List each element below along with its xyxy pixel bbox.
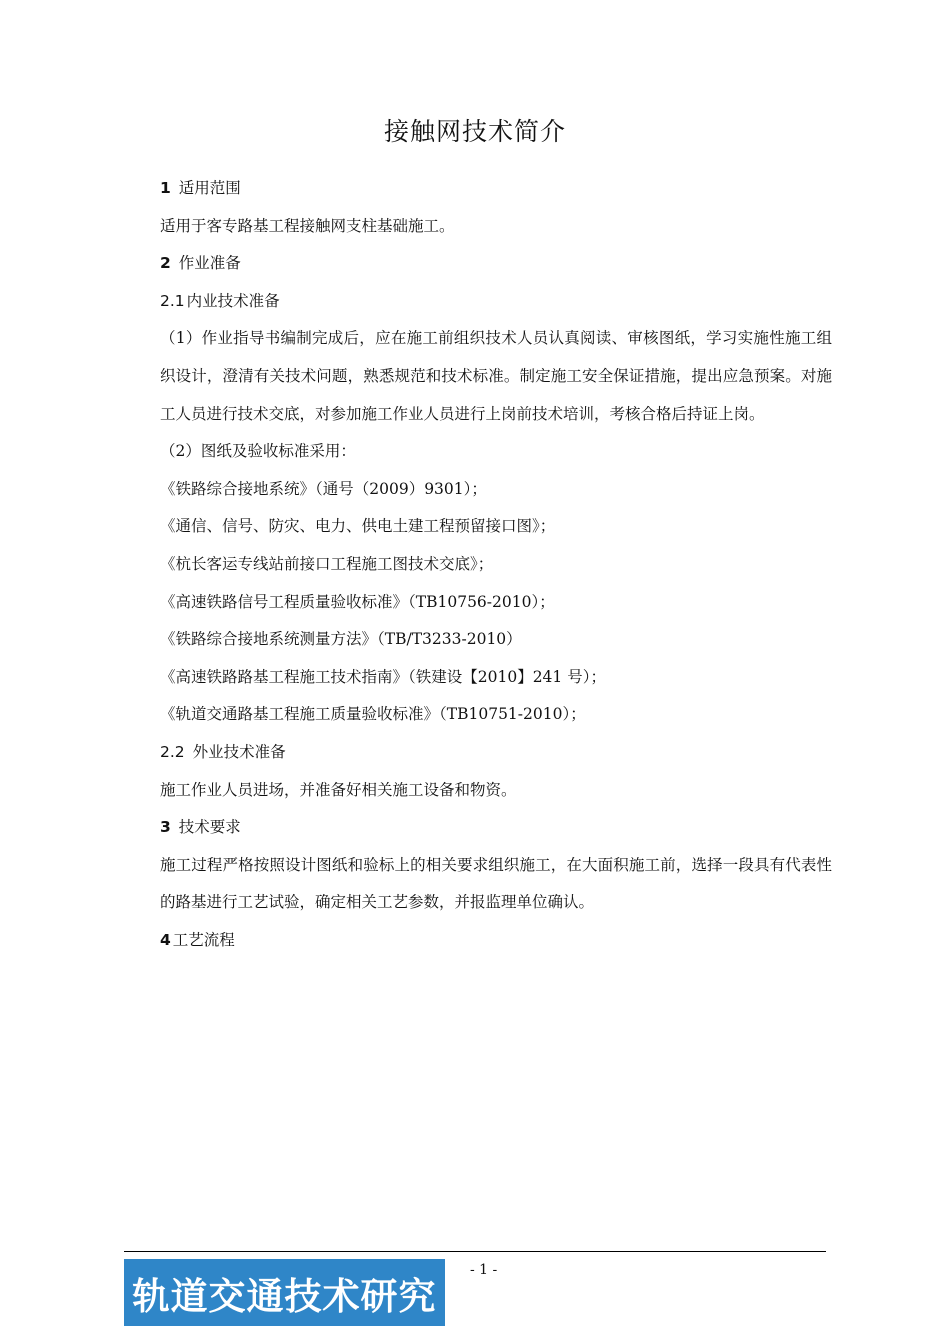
- section-title: 技术要求: [178, 818, 241, 837]
- standard-reference: 《轨道交通路基工程施工质量验收标准》（TB10751-2010）；: [160, 705, 586, 724]
- section-title: 内业技术准备: [186, 291, 280, 310]
- subsection-heading: [160, 734, 832, 772]
- subsection-heading: [160, 283, 832, 321]
- standard-reference: 《高速铁路信号工程质量验收标准》（TB10756-2010）；: [160, 592, 555, 611]
- section-heading: [160, 170, 832, 208]
- body-line: 适用于客专路基工程接触网支柱基础施工。: [160, 216, 455, 235]
- body-line: （2）图纸及验收标准采用：: [160, 442, 356, 461]
- document-body: [160, 170, 832, 959]
- section-title: 工艺流程: [172, 930, 235, 949]
- section-title: 外业技术准备: [192, 742, 286, 761]
- section-number: 1: [160, 179, 171, 197]
- section-title: 作业准备: [178, 254, 241, 273]
- page-title: 接触网技术简介: [383, 117, 566, 146]
- page-number: - 1 -: [470, 1262, 498, 1278]
- section-title: 适用范围: [178, 179, 241, 197]
- body-line: 施工作业人员进场，并准备好相关施工设备和物资。: [160, 780, 517, 799]
- brand-watermark: 轨道交通技术研究: [124, 1259, 445, 1326]
- section-number: 4: [160, 930, 171, 949]
- section-number: 2: [160, 254, 171, 273]
- section-number: 2.1: [160, 291, 185, 310]
- standard-reference: 《杭长客运专线站前接口工程施工图技术交底》；: [160, 554, 494, 573]
- section-heading: [160, 922, 832, 960]
- section-number: 3: [160, 818, 171, 837]
- standard-reference: 《通信、信号、防灾、电力、供电土建工程预留接口图》；: [160, 517, 556, 536]
- footer-divider: [124, 1251, 826, 1252]
- standard-reference: 《铁路综合接地系统》（通号（2009）9301）；: [160, 479, 487, 498]
- section-heading: [160, 245, 832, 283]
- section-heading: [160, 809, 832, 847]
- standard-reference: 《高速铁路路基工程施工技术指南》（铁建设【2010】241 号）；: [160, 667, 606, 686]
- body-paragraph: （1）作业指导书编制完成后，应在施工前组织技术人员认真阅读、审核图纸，学习实施性施工组织设计，澄清有关技术问题，熟悉规范和技术标准。制定施工安全保证措施，提出应急预案。对施工人员进行技术交底，对参加施工作业人员进行上岗前技术培训，考核合格后持证上岗。: [160, 329, 832, 423]
- body-paragraph: 施工过程严格按照设计图纸和验标上的相关要求组织施工，在大面积施工前，选择一段具有代表性的路基进行工艺试验，确定相关工艺参数，并报监理单位确认。: [160, 855, 832, 912]
- section-number: 2.2: [160, 742, 185, 761]
- standard-reference: 《铁路综合接地系统测量方法》（TB/T3233-2010）: [160, 630, 522, 649]
